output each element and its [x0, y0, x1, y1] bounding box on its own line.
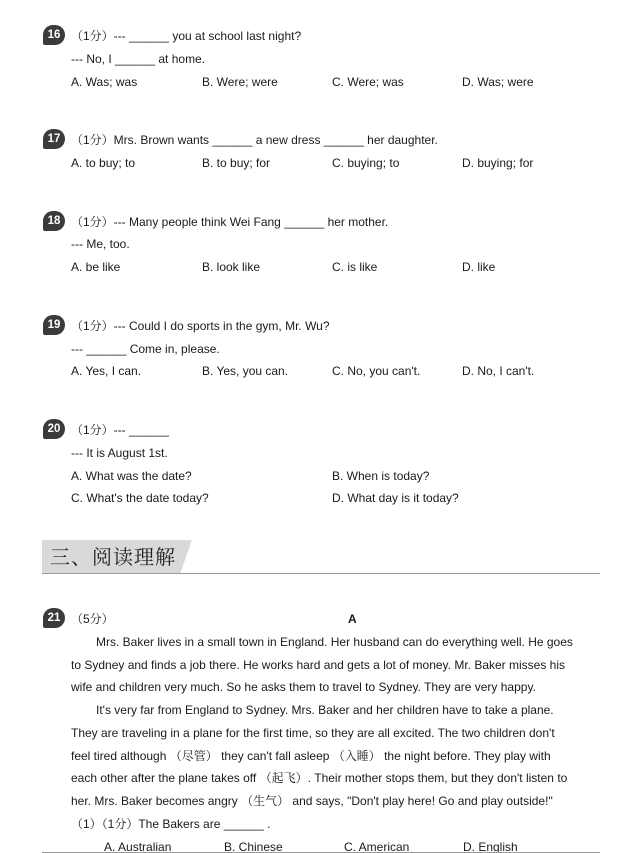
option-a: A. Was; was — [71, 75, 138, 89]
option-c: C. is like — [332, 260, 378, 274]
passage-line: wife and children very much. So he asks them to travel to Sydney. They are very happy. — [71, 680, 536, 694]
question-stem-line2: --- ______ Come in, please. — [71, 342, 220, 356]
option-c: C. What's the date today? — [71, 491, 209, 505]
passage-line: feel tired although （尽管） they can't fall asleep （入睡） the night before. They play with — [71, 749, 551, 763]
question-stem: （1分）--- ______ you at school last night? — [71, 29, 302, 43]
option-d: D. buying; for — [462, 156, 534, 170]
option-b: B. Yes, you can. — [202, 364, 289, 378]
passage-line: each other after the plane takes off （起飞）. Their mother stops them, but they don't listen to — [71, 771, 568, 785]
question-stem: （1分）--- Many people think Wei Fang ______ her mother. — [71, 215, 389, 229]
passage-line: her. Mrs. Baker becomes angry （生气） and says, "Don't play here! Go and play outside!" — [71, 794, 553, 808]
question-stem: （1分）--- ______ — [71, 423, 170, 437]
question-number-badge: 21 — [43, 608, 65, 628]
option-d: D. No, I can't. — [462, 364, 535, 378]
option-a: A. to buy; to — [71, 156, 136, 170]
option-d: D. What day is it today? — [332, 491, 459, 505]
option-a: A. Yes, I can. — [71, 364, 142, 378]
option-d: D. English — [463, 840, 518, 853]
option-d: D. Was; were — [462, 75, 534, 89]
option-b: B. to buy; for — [202, 156, 271, 170]
question-number-badge: 20 — [43, 419, 65, 439]
question-stem-line2: --- It is August 1st. — [71, 446, 168, 460]
passage-line: It's very far from England to Sydney. Mrs. Baker and her children have to take a plane. — [96, 703, 554, 717]
option-c: C. Were; was — [332, 75, 404, 89]
passage-line: Mrs. Baker lives in a small town in England. Her husband can do everything well. He goes — [96, 635, 573, 649]
option-b: B. look like — [202, 260, 261, 274]
section-title: 三、阅读理解 — [50, 545, 176, 569]
question-number-badge: 18 — [43, 211, 65, 231]
question-stem-line2: --- Me, too. — [71, 237, 130, 251]
option-b: B. When is today? — [332, 469, 430, 483]
option-b: B. Chinese — [224, 840, 283, 853]
passage-label: A — [348, 612, 357, 626]
option-c: C. No, you can't. — [332, 364, 421, 378]
option-a: A. What was the date? — [71, 469, 192, 483]
sub-question-stem: （1）（1分）The Bakers are ______ . — [71, 817, 271, 831]
option-c: C. American — [344, 840, 410, 853]
question-stem: （1分）--- Could I do sports in the gym, Mr. Wu? — [71, 319, 330, 333]
question-stem: （1分）Mrs. Brown wants ______ a new dress ______ her daughter. — [71, 133, 438, 147]
passage-line: to Sydney and finds a job there. He works hard and gets a lot of money. Mr. Baker misses his — [71, 658, 566, 672]
question-stem-line2: --- No, I ______ at home. — [71, 52, 206, 66]
question-number-badge: 17 — [43, 129, 65, 149]
option-b: B. Were; were — [202, 75, 278, 89]
question-score: （5分） — [71, 612, 114, 626]
option-a: A. be like — [71, 260, 121, 274]
option-c: C. buying; to — [332, 156, 400, 170]
option-a: A. Australian — [104, 840, 172, 853]
question-number-badge: 19 — [43, 315, 65, 335]
passage-line: They are traveling in a plane for the first time, so they are all excited. The two children don't — [71, 726, 555, 740]
question-number-badge: 16 — [43, 25, 65, 45]
option-d: D. like — [462, 260, 496, 274]
section-divider — [42, 573, 600, 574]
